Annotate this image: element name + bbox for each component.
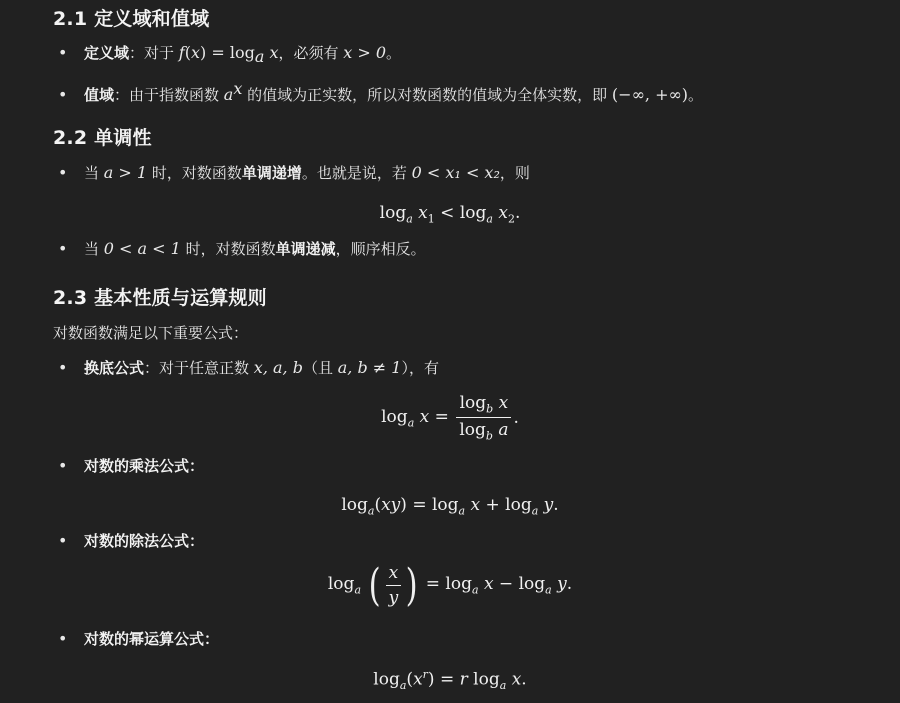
equation-change-of-base <box>0 393 900 443</box>
bullet-icon: • <box>58 43 68 62</box>
bullet-icon: • <box>58 629 68 648</box>
section-heading-properties: 2.3 基本性质与运算规则 <box>53 287 267 309</box>
fraction <box>386 563 402 608</box>
text: ，顺序相反。 <box>335 240 426 258</box>
math: x <box>386 563 402 586</box>
equation-monotone-increasing: $\log_a x_1 < \log_a x_2$. <box>379 203 521 226</box>
list-item-product-rule <box>58 455 204 477</box>
bold-text: 对数的除法公式： <box>84 532 205 550</box>
text: 的值域为正实数，所以对数函数的值域为全体实数，即 <box>242 86 612 104</box>
math: a <box>486 212 493 226</box>
bullet-icon: • <box>58 456 68 475</box>
bullet-icon: • <box>58 239 68 258</box>
math-sup: x <box>233 79 243 98</box>
math: x <box>190 43 200 62</box>
math: ( <box>184 43 191 62</box>
intro-paragraph: 对数函数满足以下重要公式： <box>53 324 249 342</box>
math: ) = log <box>200 43 255 62</box>
math: a > 1 <box>103 163 148 182</box>
list-item-domain <box>58 42 401 68</box>
math: x <box>498 203 508 223</box>
bold-text: 换底公式 <box>84 359 145 377</box>
text: ：对于 <box>129 44 179 62</box>
equation-quotient-rule <box>0 559 900 611</box>
bold-text: 对数的幂运算公式： <box>84 630 220 648</box>
bold-text: 对数的乘法公式： <box>84 457 205 475</box>
list-item-power-rule <box>58 628 219 650</box>
math: $\log_a$ <box>327 574 361 597</box>
range-label: 值域 <box>84 86 115 104</box>
math-sub: a <box>254 47 265 66</box>
math: a <box>223 85 234 104</box>
math: y <box>388 588 399 608</box>
math: log <box>459 203 487 223</box>
math: = $\log_a x - \log_a y$. <box>425 574 573 597</box>
bullet-icon: • <box>58 163 68 182</box>
list-item-decreasing <box>58 238 426 260</box>
math: $\log_b x$ <box>456 393 511 418</box>
text: 。也就是说，若 <box>301 164 412 182</box>
text: 。 <box>386 44 402 62</box>
text: ，必须有 <box>278 44 344 62</box>
math: 2 <box>507 212 515 226</box>
text: 。 <box>688 86 704 104</box>
math-range: (−∞, +∞) <box>611 85 689 104</box>
text: （且 <box>302 359 338 377</box>
text: ），有 <box>401 359 439 377</box>
math: 0 < a < 1 <box>103 239 181 258</box>
text: ：由于指数函数 <box>114 86 224 104</box>
math: 0 < x₁ < x₂ <box>411 163 500 182</box>
math-condition: x > 0 <box>343 43 387 62</box>
math: $\log_a x$ = <box>381 406 449 430</box>
bullet-icon: • <box>58 358 68 377</box>
text: 当 <box>84 240 104 258</box>
equation-product-rule: $\log_a(xy) = \log_a x + \log_a y$. <box>341 495 559 518</box>
fraction <box>456 393 511 443</box>
text: ：对于任意正数 <box>144 359 254 377</box>
bullet-icon: • <box>58 85 68 104</box>
math: 1 <box>427 212 435 226</box>
math: a, b ≠ 1 <box>337 358 402 377</box>
text: 时，对数函数 <box>180 240 276 258</box>
list-item-increasing <box>58 162 530 184</box>
bold-text: 单调递减 <box>275 240 336 258</box>
text: ，则 <box>499 164 530 182</box>
text: 时，对数函数 <box>147 164 242 182</box>
math: log <box>379 203 407 223</box>
bold-text: 单调递增 <box>241 164 302 182</box>
list-item-change-of-base <box>58 357 439 379</box>
domain-label: 定义域 <box>84 44 130 62</box>
math: . <box>513 407 519 428</box>
section-heading-monotonicity: 2.2 单调性 <box>53 127 152 149</box>
math: $\log_b a$ <box>459 420 509 443</box>
equation-power-rule: $\log_a(x^r) = r$ $\log_a x$. <box>373 668 527 693</box>
math-f-of-x: f <box>178 43 185 62</box>
list-item-range <box>58 78 703 106</box>
text: 当 <box>84 164 104 182</box>
math: ) <box>405 559 418 611</box>
list-item-quotient-rule <box>58 530 204 552</box>
math: a <box>406 212 413 226</box>
bullet-icon: • <box>58 531 68 550</box>
section-heading-domain-range: 2.1 定义域和值域 <box>53 8 210 30</box>
math: ( <box>368 559 382 611</box>
math: x, a, b <box>253 358 303 377</box>
math: x <box>264 43 279 62</box>
math: x <box>418 203 428 223</box>
